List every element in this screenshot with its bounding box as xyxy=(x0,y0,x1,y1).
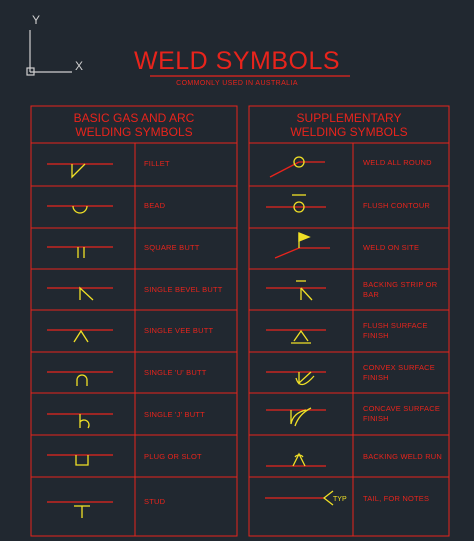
label-bead: BEAD xyxy=(144,201,166,210)
left-table-header xyxy=(31,111,237,139)
single-vee-butt-icon xyxy=(47,330,113,342)
y-axis-label: Y xyxy=(32,13,41,27)
weld-all-round-icon xyxy=(270,157,325,177)
label-single-vee-butt: SINGLE VEE BUTT xyxy=(144,326,214,335)
concave-surface-finish-icon xyxy=(266,408,326,426)
fillet-icon xyxy=(47,164,113,177)
single-u-butt-icon xyxy=(47,372,113,386)
convex-surface-finish-icon xyxy=(266,372,326,385)
left-header-line-2: WELDING SYMBOLS xyxy=(75,125,193,139)
x-axis-label: X xyxy=(75,59,84,73)
right-header-line-1: SUPPLEMENTARY xyxy=(296,111,402,125)
flush-contour-icon xyxy=(266,195,326,212)
label-backing-weld-run: BACKING WELD RUN xyxy=(363,452,443,461)
page-subtitle: COMMONLY USED IN AUSTRALIA xyxy=(176,80,298,87)
left-table-frame xyxy=(31,106,237,536)
single-j-butt-icon xyxy=(47,414,113,428)
bead-icon xyxy=(47,206,113,213)
label-concave-surface-finish: CONCAVE SURFACE FINISH xyxy=(363,404,441,423)
label-tail-for-notes: TAIL, FOR NOTES xyxy=(363,494,430,503)
label-flush-surface-finish: FLUSH SURFACE FINISH xyxy=(363,321,428,340)
left-header-line-1: BASIC GAS AND ARC xyxy=(73,111,195,125)
label-weld-all-round: WELD ALL ROUND xyxy=(363,158,432,167)
weld-on-site-icon xyxy=(275,233,330,258)
right-table-header xyxy=(249,111,449,139)
label-plug-or-slot: PLUG OR SLOT xyxy=(144,452,202,461)
plug-or-slot-icon xyxy=(47,455,113,465)
stud-icon xyxy=(47,502,113,518)
label-single-j-butt: SINGLE 'J' BUTT xyxy=(144,410,205,419)
backing-strip-icon xyxy=(266,281,326,300)
flush-surface-finish-icon xyxy=(266,330,326,343)
tail-for-notes-icon xyxy=(265,491,333,505)
label-weld-on-site: WELD ON SITE xyxy=(363,243,420,252)
label-backing-strip: BACKING STRIP OR BAR xyxy=(363,280,438,299)
label-stud: STUD xyxy=(144,497,166,506)
single-bevel-butt-icon xyxy=(47,288,113,300)
label-single-bevel-butt: SINGLE BEVEL BUTT xyxy=(144,285,223,294)
page-title: WELD SYMBOLS xyxy=(133,47,341,75)
label-fillet: FILLET xyxy=(144,159,170,168)
label-square-butt: SQUARE BUTT xyxy=(144,243,200,252)
square-butt-icon xyxy=(47,247,113,258)
tail-text: TYP xyxy=(333,496,347,503)
right-header-line-2: WELDING SYMBOLS xyxy=(290,125,408,139)
backing-weld-run-icon xyxy=(266,454,326,466)
label-flush-contour: FLUSH CONTOUR xyxy=(363,201,431,210)
label-convex-surface-finish: CONVEX SURFACE FINISH xyxy=(363,363,435,382)
label-single-u-butt: SINGLE 'U' BUTT xyxy=(144,368,207,377)
